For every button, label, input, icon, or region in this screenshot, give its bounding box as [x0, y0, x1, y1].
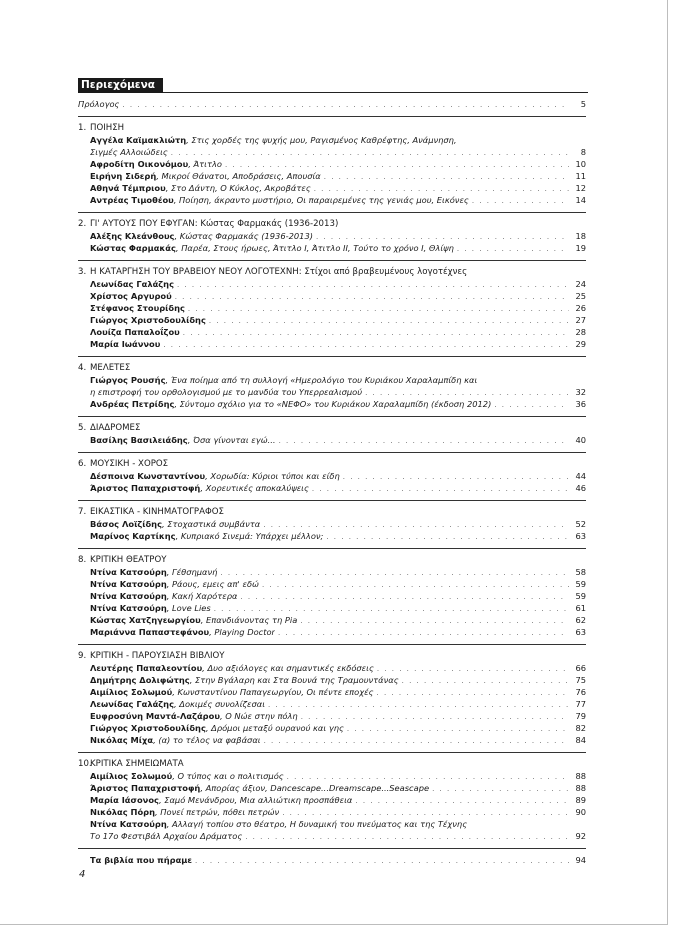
entry-text — [90, 674, 399, 686]
entry-text — [90, 614, 297, 626]
section-number: 5. — [78, 423, 87, 433]
toc-entry[interactable] — [78, 518, 586, 530]
entry-text — [90, 278, 174, 290]
page-ref: 14 — [575, 195, 586, 205]
entry-text — [90, 734, 261, 746]
leader-dots — [494, 399, 569, 411]
entry-work: , Γέθσημανή — [166, 567, 218, 577]
entry-work: , Δοκιμές συνολίζεσαι — [174, 699, 266, 709]
leader-dots — [324, 171, 569, 183]
entry-text — [90, 530, 323, 542]
entry-work: , Στις χορδές της ψυχής μου, Ραγισμένος Καθρέφτης, Ανάμνηση, — [186, 135, 457, 145]
entry-author: Γιώργος Χριστοδουλίδης — [90, 315, 206, 325]
page-number: 4 — [79, 869, 86, 880]
entry-text — [90, 590, 237, 602]
entry-work: , Κώστας Φαρμακάς (1936-2013) — [174, 231, 313, 241]
entry-text — [90, 710, 298, 722]
leader-dots — [122, 99, 569, 111]
entry-text — [90, 194, 469, 206]
section-heading[interactable] — [78, 422, 586, 434]
toc-entry[interactable] — [78, 470, 586, 482]
page-ref: 76 — [575, 687, 586, 697]
entry-text — [90, 518, 260, 530]
entry-author: Αντρέας Τιμοθέου — [90, 195, 174, 205]
toc-section — [78, 356, 586, 410]
section-number: 4. — [78, 363, 87, 373]
toc-entry[interactable] — [78, 602, 586, 614]
leader-dots — [268, 699, 569, 711]
entry-text — [90, 302, 185, 314]
page-ref: 77 — [575, 699, 586, 709]
entry-work: , Άτιτλο — [188, 159, 222, 169]
toc-section — [78, 452, 586, 494]
leader-dots — [343, 471, 569, 483]
entry-work: , (α) το τέλος να φαβάσαι — [153, 735, 261, 745]
leader-dots — [278, 627, 569, 639]
page-ref: 88 — [575, 771, 586, 781]
entry-text — [90, 470, 340, 482]
toc-entry[interactable] — [78, 242, 586, 254]
entry-author: Λευτέρης Παπαλεοντίου — [90, 663, 203, 673]
toc-entry[interactable] — [78, 770, 586, 782]
leader-dots — [175, 291, 569, 303]
entry-work: , Ο Νώε στην πόλη — [219, 711, 298, 721]
entry-work: , Σαμό Μενάνδρου, Μια αλλιώτικη προσπάθεια — [158, 795, 353, 805]
toc-entry-first-line[interactable] — [78, 374, 586, 386]
entry-author: Λεωνίδας Γαλάζης — [90, 279, 175, 289]
entry-author: Κώστας Χατζηγεωργίου — [90, 615, 201, 625]
leader-dots — [402, 675, 569, 687]
entry-author: Δημήτρης Δολιφώτης — [90, 675, 190, 685]
page-ref: 44 — [575, 471, 586, 481]
section-title: ΜΕΛΕΤΕΣ — [90, 363, 131, 373]
entry-text — [90, 698, 265, 710]
leader-dots — [457, 243, 569, 255]
page-ref: 26 — [575, 303, 586, 313]
entry-text — [90, 578, 259, 590]
page-ref: 61 — [575, 603, 586, 613]
entry-work: , Ποίηση, άκραντο μυστήριο, Οι παραιρεμένες της γενιάς μου, Εικόνες — [173, 195, 469, 205]
entry-work: , Αλλαγή τοπίου στο θέατρο, Η δυναμική του πνεύματος και της Τέχνης — [166, 819, 468, 829]
toc-entry[interactable] — [78, 662, 586, 674]
toc-entry[interactable] — [78, 326, 586, 338]
entry-text — [90, 182, 311, 194]
page-ref: 63 — [575, 531, 586, 541]
page-ref: 24 — [575, 279, 586, 289]
entry-text — [90, 170, 321, 182]
entry-text — [90, 686, 374, 698]
entry-work: , Κωνσταντίνου Παπαγεωργίου, Οι πέντε εποχές — [172, 687, 374, 697]
leader-dots — [355, 795, 569, 807]
entry-text — [90, 806, 279, 818]
page-ref: 89 — [575, 795, 586, 805]
toc-entry[interactable] — [78, 590, 586, 602]
entry-work: , Πονεί πετρών, πόθει πετρών — [155, 807, 280, 817]
entry-author: Άριστος Παπαχριστοφή — [90, 783, 201, 793]
page-ref: 5 — [580, 99, 586, 109]
leader-dots — [279, 435, 569, 447]
section-heading[interactable] — [78, 218, 586, 230]
toc-row-closing[interactable] — [78, 854, 586, 866]
page-ref: 10 — [575, 159, 586, 169]
page-title: Περιεχόμενα — [78, 78, 163, 93]
toc-entry[interactable] — [78, 830, 586, 842]
section-title: ΠΟΙΗΣΗ — [90, 123, 125, 133]
toc-entry[interactable] — [78, 578, 586, 590]
entry-author: Λουίζα Παπαλοΐζου — [90, 327, 180, 337]
entry-author: Ειρήνη Σιδερή — [90, 171, 157, 181]
page-ref: 62 — [575, 615, 586, 625]
toc-entry[interactable] — [78, 806, 586, 818]
entry-author: Μαρία Ιάσονος — [90, 795, 159, 805]
toc-entry[interactable] — [78, 722, 586, 734]
toc-entry[interactable] — [78, 170, 586, 182]
toc-section — [78, 644, 586, 746]
toc-entry[interactable] — [78, 158, 586, 170]
page-ref: 63 — [575, 627, 586, 637]
page-ref: 88 — [575, 783, 586, 793]
entry-work: , Δυο αξιόλογες και σημαντικές εκδόσεις — [202, 663, 374, 673]
toc-entry[interactable] — [78, 614, 586, 626]
toc-entry[interactable] — [78, 626, 586, 638]
entry-work: , Δρόμοι μεταξύ ουρανού και γης — [205, 723, 344, 733]
entry-text — [90, 794, 352, 806]
entry-work: , Κυπριακό Σινεμά: Υπάρχει μέλλον; — [175, 531, 324, 541]
entry-work-continued: Σιγμές Αλλοιώδεις — [90, 147, 168, 157]
entry-text — [90, 434, 276, 446]
section-title: ΕΙΚΑΣΤΙΚΑ - ΚΙΝΗΜΑΤΟΓΡΑΦΟΣ — [90, 507, 224, 517]
section-title: ΚΡΙΤΙΚΗ - ΠΑΡΟΥΣΙΑΣΗ ΒΙΒΛΙΟΥ — [90, 651, 225, 661]
section-heading[interactable] — [78, 458, 586, 470]
section-title: ΚΡΙΤΙΚΗ ΘΕΑΤΡΟΥ — [90, 555, 167, 565]
entry-text — [90, 242, 454, 254]
section-heading[interactable] — [78, 362, 586, 374]
entry-author: Στέφανος Στουρίδης — [90, 303, 185, 313]
page-ref: 58 — [575, 567, 586, 577]
section-number: 2. — [78, 219, 87, 229]
toc-entry[interactable] — [78, 782, 586, 794]
toc-entry[interactable] — [78, 530, 586, 542]
entry-author: Ευφροσύνη Μαντά-Λαζάρου — [90, 711, 220, 721]
page-ref: 90 — [575, 807, 586, 817]
closing-label: Τα βιβλία που πήραμε — [90, 855, 193, 865]
entry-author: Αφροδίτη Οικονόμου — [90, 159, 189, 169]
leader-dots — [245, 831, 569, 843]
toc-entry[interactable] — [78, 434, 586, 446]
page-ref: 92 — [575, 831, 586, 841]
page-ref: 28 — [575, 327, 586, 337]
entry-author: Δέσποινα Κωνσταντίνου — [90, 471, 206, 481]
leader-dots — [300, 615, 569, 627]
toc-entry[interactable] — [78, 674, 586, 686]
entry-author: Μαριάννα Παπαστεφάνου — [90, 627, 210, 637]
closing-section — [78, 848, 586, 866]
entry-work: , Στοχαστικά συμβάντα — [162, 519, 261, 529]
entry-work: , Χορωδία: Κύριοι τύποι και είδη — [205, 471, 340, 481]
section-heading[interactable] — [78, 554, 586, 566]
entry-author: Νικόλας Πόρη — [90, 807, 156, 817]
leader-dots — [209, 315, 569, 327]
page-ref: 66 — [575, 663, 586, 673]
toc-entry[interactable] — [78, 290, 586, 302]
toc-entry[interactable] — [78, 686, 586, 698]
page-ref: 79 — [575, 711, 586, 721]
entry-author: Ντίνα Κατσούρη — [90, 567, 167, 577]
entry-work: , Σύντομο σχόλιο για το «ΝΕΦΟ» του Κυριάκου Χαραλαμπίδη (έκδοση 2012) — [174, 399, 492, 409]
entry-author: Μαρία Ιωάννου — [90, 339, 161, 349]
leader-dots — [347, 723, 569, 735]
entry-work-continued: η επιστροφή του ορθολογισμού με το μανδύα του Υπερρεαλισμού — [90, 387, 363, 397]
leader-dots — [163, 339, 569, 351]
toc-entry[interactable] — [78, 734, 586, 746]
toc-section — [78, 116, 586, 206]
section-number: 6. — [78, 459, 87, 469]
toc-entry[interactable] — [78, 386, 586, 398]
page-ref: 12 — [575, 183, 586, 193]
entry-text — [90, 602, 211, 614]
page-ref: 25 — [575, 291, 586, 301]
section-title: ΜΟΥΣΙΚΗ - ΧΟΡΟΣ — [90, 459, 169, 469]
leader-dots — [312, 483, 569, 495]
entry-author: Ντίνα Κατσούρη — [90, 603, 167, 613]
page-ref: 59 — [575, 579, 586, 589]
entry-work: , Όσα γίνονται εγώ... — [187, 435, 276, 445]
toc-entry[interactable] — [78, 566, 586, 578]
entry-work-continued: Το 17ο Φεστιβάλ Αρχαίου Δράματος — [90, 831, 243, 841]
toc-entry[interactable] — [78, 314, 586, 326]
entry-text — [90, 722, 344, 734]
entry-text — [90, 158, 222, 170]
section-number: 1. — [78, 123, 87, 133]
entry-author: Αγγέλα Καϊμακλιώτη — [90, 135, 187, 145]
entry-work: , Love Lies — [166, 603, 211, 613]
section-number: 7. — [78, 507, 87, 517]
toc-section — [78, 260, 586, 350]
entry-author: Βασίλης Βασιλειάδης — [90, 435, 188, 445]
entry-work: , Στην Βγάλαρη και Στα Βουνά της Τραμουντάνας — [189, 675, 399, 685]
toc-section — [78, 752, 586, 842]
entry-author: Αθηνά Τέμπριου — [90, 183, 166, 193]
page-ref: 32 — [575, 387, 586, 397]
page-ref: 36 — [575, 399, 586, 409]
entry-work: , Ένα ποίημα από τη συλλογή «Ημερολόγιο του Κυριάκου Χαραλαμπίδη και — [165, 375, 478, 385]
page-ref: 59 — [575, 591, 586, 601]
leader-dots — [377, 663, 569, 675]
prologue-label: Πρόλογος — [78, 99, 120, 109]
entry-work: , Ο τύπος και ο πολιτισμός — [172, 771, 284, 781]
toc-entry[interactable] — [78, 710, 586, 722]
entry-work: , Παρέα, Στους ήρωες, Άτιτλο Ι, Άτιτλο ΙΙ, Τούτο το χρόνο Ι, Θλίψη — [175, 243, 454, 253]
entry-text — [90, 314, 206, 326]
toc-entry[interactable] — [78, 338, 586, 350]
entry-text — [90, 482, 309, 494]
toc-entry[interactable] — [78, 278, 586, 290]
entry-text — [90, 338, 160, 350]
toc-entry[interactable] — [78, 482, 586, 494]
section-heading[interactable] — [78, 506, 586, 518]
entry-work: , Playing Doctor — [209, 627, 275, 637]
leader-dots — [262, 579, 569, 591]
section-title: ΔΙΑΔΡΟΜΕΣ — [90, 423, 141, 433]
page-ref: 27 — [575, 315, 586, 325]
leader-dots — [326, 531, 569, 543]
entry-author: Νικόλας Μίχα — [90, 735, 154, 745]
entry-work: , Απορίας άξιον, Dancescape...Dreamscape...Seascape — [200, 783, 430, 793]
section-title: ΓΙ' ΑΥΤΟΥΣ ΠΟΥ ΕΦΥΓΑΝ: Κώστας Φαρμακάς (1936-2013) — [90, 219, 339, 229]
page-ref: 18 — [575, 231, 586, 241]
entry-author: Βάσος Λοϊζίδης — [90, 519, 163, 529]
entry-author: Αιμίλιος Σολωμού — [90, 771, 173, 781]
leader-dots — [377, 687, 569, 699]
toc-section — [78, 416, 586, 446]
entry-author: Κώστας Φαρμακάς — [90, 243, 176, 253]
toc-section — [78, 212, 586, 254]
section-heading[interactable] — [78, 122, 586, 134]
leader-dots — [472, 195, 569, 207]
leader-dots — [177, 279, 569, 291]
toc-entry-first-line[interactable] — [78, 134, 586, 146]
toc-entry[interactable] — [78, 398, 586, 410]
entry-text — [90, 662, 374, 674]
section-title: ΚΡΙΤΙΚΑ ΣΗΜΕΙΩΜΑΤΑ — [90, 759, 184, 769]
entry-author: Ντίνα Κατσούρη — [90, 819, 167, 829]
toc-entry[interactable] — [78, 146, 586, 158]
toc-entry[interactable] — [78, 230, 586, 242]
entry-text — [90, 290, 172, 302]
entry-author: Ντίνα Κατσούρη — [90, 591, 167, 601]
section-title: Η ΚΑΤΑΡΓΗΣΗ ΤΟΥ ΒΡΑΒΕΙΟΥ ΝΕΟΥ ΛΟΓΟΤΕΧΝΗ: Στίχοι από βραβευμένους λογοτέχνες — [90, 267, 468, 277]
section-number: 8. — [78, 555, 87, 565]
entry-author: Αλέξης Κλεάνθους — [90, 231, 175, 241]
leader-dots — [432, 783, 569, 795]
entry-work: , Ράους, εμεις απ' εδώ — [166, 579, 259, 589]
section-number: 3. — [78, 267, 87, 277]
leader-dots — [195, 855, 569, 867]
entry-text — [90, 626, 275, 638]
section-heading[interactable] — [78, 650, 586, 662]
page-ref: 46 — [575, 483, 586, 493]
toc-entry[interactable] — [78, 182, 586, 194]
section-heading[interactable] — [78, 758, 586, 770]
entry-author: Άριστος Παπαχριστοφή — [90, 483, 201, 493]
page-ref: 11 — [575, 171, 586, 181]
toc-entry[interactable] — [78, 194, 586, 206]
section-number: 10. — [78, 759, 92, 769]
page-ref: 8 — [580, 147, 586, 157]
page-ref: 40 — [575, 435, 586, 445]
entry-author: Ανδρέας Πετρίδης — [90, 399, 175, 409]
leader-dots — [171, 147, 569, 159]
leader-dots — [220, 567, 569, 579]
entry-author: Γιώργος Ρουσής — [90, 375, 166, 385]
entry-author: Χρίστος Αργυρού — [90, 291, 172, 301]
page-ref: 84 — [575, 735, 586, 745]
entry-text — [90, 770, 284, 782]
section-heading[interactable] — [78, 266, 586, 278]
page-ref: 52 — [575, 519, 586, 529]
leader-dots — [188, 303, 569, 315]
toc-entry[interactable] — [78, 302, 586, 314]
entry-text — [90, 230, 313, 242]
table-of-contents — [78, 98, 586, 866]
page-ref: 82 — [575, 723, 586, 733]
page-ref: 94 — [575, 855, 586, 865]
toc-row-prologue[interactable] — [78, 98, 586, 110]
entry-author: Ντίνα Κατσούρη — [90, 579, 167, 589]
page-ref: 29 — [575, 339, 586, 349]
toc-section — [78, 500, 586, 542]
section-number: 9. — [78, 651, 87, 661]
entry-author: Αιμίλιος Σολωμού — [90, 687, 173, 697]
page-ref: 19 — [575, 243, 586, 253]
toc-section — [78, 548, 586, 638]
entry-text — [90, 566, 217, 578]
entry-work: , Στο Δάντη, Ο Κύκλος, Ακροβάτες — [165, 183, 311, 193]
toc-entry[interactable] — [78, 794, 586, 806]
entry-work: , Επανδιάνοντας τη Pia — [200, 615, 298, 625]
page-ref: 75 — [575, 675, 586, 685]
entry-author: Μαρίνος Καρτίκης — [90, 531, 176, 541]
toc-entry-first-line[interactable] — [78, 818, 586, 830]
leader-dots — [183, 327, 569, 339]
entry-author: Λεωνίδας Γαλάζης — [90, 699, 175, 709]
entry-text — [90, 782, 429, 794]
leader-dots — [240, 591, 569, 603]
leader-dots — [264, 735, 569, 747]
entry-text — [90, 326, 180, 338]
toc-entry[interactable] — [78, 698, 586, 710]
entry-author: Γιώργος Χριστοδουλίδης — [90, 723, 206, 733]
entry-work: , Χορευτικές αποκαλύψεις — [200, 483, 309, 493]
entry-text — [90, 398, 491, 410]
entry-work: , Μικροί Θάνατοι, Αποδράσεις, Απουσία — [156, 171, 321, 181]
entry-work: , Κακή Χαρότερα — [166, 591, 238, 601]
